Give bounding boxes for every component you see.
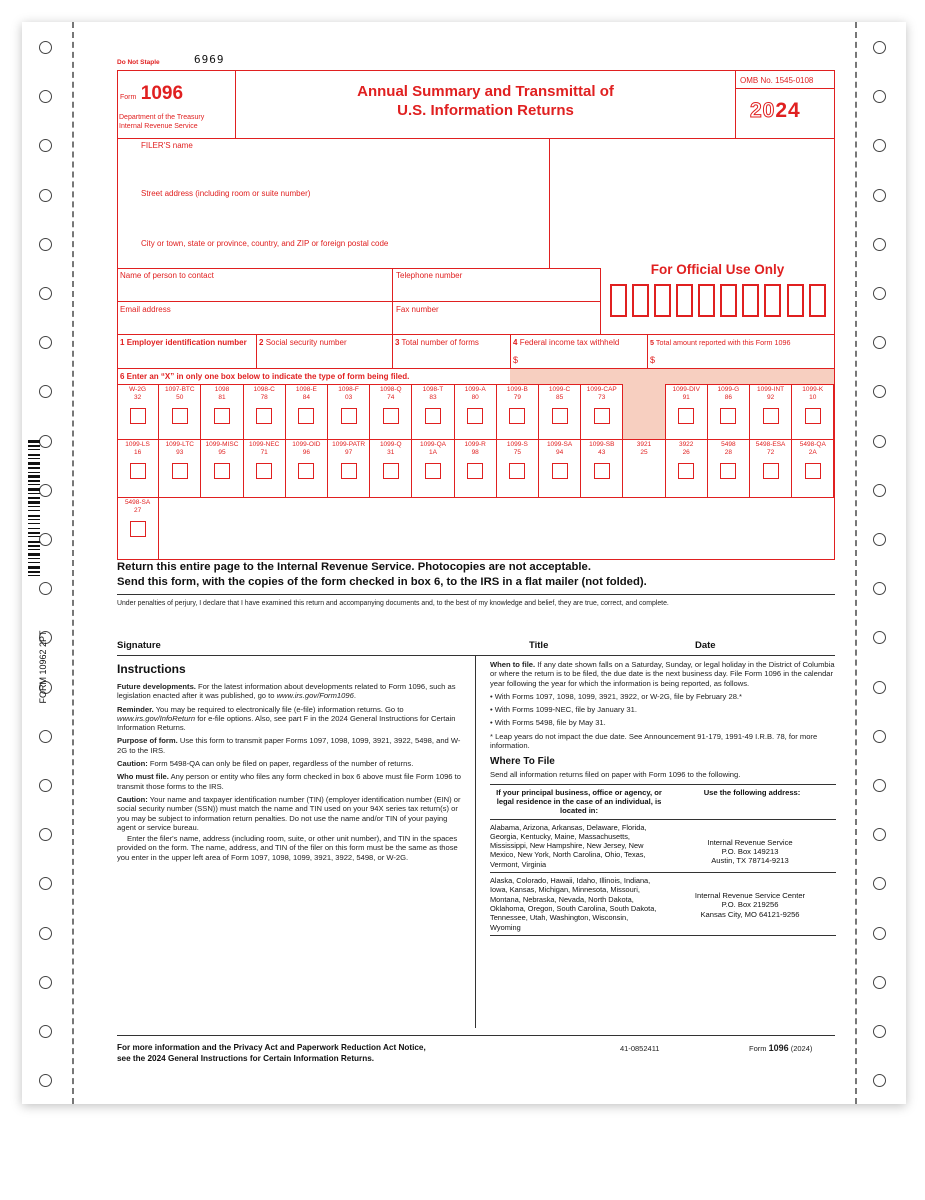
filer-name-input[interactable] — [118, 152, 548, 267]
form-type-name: 1099-LTC — [165, 441, 194, 448]
right-tractor-hole — [873, 41, 886, 54]
form-type-code: 26 — [682, 449, 690, 456]
form-type-name: 1098-C — [253, 386, 275, 393]
form-type-code: 03 — [344, 394, 353, 401]
form-type-cell — [328, 384, 370, 439]
states-group-1: Alabama, Arizona, Arkansas, Delaware, Florida, Georgia, Kentucky, Maine, Massachusetts, Mississippi, New Hampshire, New Jersey, New Mexico, New York, North Carolina, Ohio, Texas, Vermont, Virginia — [490, 822, 647, 869]
form-type-code: 81 — [218, 394, 226, 401]
form-type-name: 1099-DIV — [672, 386, 700, 393]
right-tractor-hole — [873, 1025, 886, 1038]
form-type-checkbox[interactable] — [552, 463, 568, 479]
form-type-code: 1A — [429, 449, 437, 456]
form-type-checkbox[interactable] — [383, 463, 399, 479]
right-tractor-hole — [873, 730, 886, 743]
form-type-name: 1099-PATR — [332, 441, 366, 448]
form-type-name: 1099-LS — [125, 441, 150, 448]
form-type-cell — [286, 384, 328, 439]
form-type-checkbox[interactable] — [678, 408, 694, 424]
official-use-box — [698, 284, 715, 317]
left-tractor-hole — [39, 976, 52, 989]
right-tractor-hole — [873, 828, 886, 841]
form-type-cell — [497, 384, 539, 439]
city-label: City or town, state or province, country, and ZIP or foreign postal code — [141, 239, 389, 248]
form-type-checkbox[interactable] — [256, 408, 272, 424]
form-type-name: 5498-QA — [799, 441, 826, 448]
barcode-bar — [28, 541, 40, 543]
form-type-cell — [370, 439, 412, 497]
form-type-cell — [792, 384, 834, 439]
return-notice: Return this entire page to the Internal Revenue Service. Photocopies are not acceptable. Send this form, with the copies of the form checked in box 6, to the IRS in a flat mailer (not folded). — [117, 561, 647, 588]
where-col1-head: If your principal business, office or agency, or legal residence in the case of an individual, is located in: — [496, 787, 662, 816]
form-type-checkbox[interactable] — [509, 463, 525, 479]
barcode-bar — [28, 501, 40, 504]
form-type-code: 43 — [598, 449, 606, 456]
box6-shade-header — [510, 369, 834, 384]
box5-label: 5 Total amount reported with this Form 1096 — [650, 338, 791, 347]
form-type-cell — [750, 384, 792, 439]
box3-input[interactable] — [393, 348, 509, 367]
form-type-checkbox[interactable] — [720, 408, 736, 424]
form-type-cell — [666, 439, 708, 497]
official-use-box — [654, 284, 671, 317]
form-type-checkbox[interactable] — [130, 408, 146, 424]
form-type-cell — [201, 439, 243, 497]
form-type-checkbox[interactable] — [425, 463, 441, 479]
form-type-checkbox[interactable] — [678, 463, 694, 479]
barcode-bar — [28, 472, 40, 473]
left-tractor-hole — [39, 1025, 52, 1038]
form-type-code: 73 — [598, 394, 606, 401]
states-group-2: Alaska, Colorado, Hawaii, Idaho, Illinois, Indiana, Iowa, Kansas, Michigan, Minnesota, Missouri, Montana, Nebraska, Nevada, North Dakota, Oklahoma, Oregon, South Carolina, South Dakota, Tennessee, Utah, Washington, Wisconsin, Wyoming — [490, 876, 657, 932]
barcode-bar — [28, 519, 40, 520]
form-type-cell — [286, 439, 328, 497]
instructions-right: When to file. If any date shown falls on a Saturday, Sunday, or legal holiday in the District of Columbia or where the return is to be filed, the due date is the next business day. File Form 1096 in the calendar year following the year for which the information is being reported, as follows. • With Forms 1097, 1098, 1099, 3921, 3922, or W-2G, file by February 28.* • With Forms 1099-NEC, file by January 31. • With Forms 5498, file by May 31. * Leap years do not impact the due date. See Announcement 91-179, 1991-49 I.R.B. 78, for more information. Where To File Send all information returns filed on paper with Form 1096 to the following. If your principal business, office or agency, or legal residence in the case of an individual, is located in: Use the following address: Alabama, Arizona, Arkansas, Delaware, Florida, Georgia, Kentucky, Maine, Massachusetts, Mississippi, New Hampshire, New Jersey, New Mexico, New York, North Carolina, Ohio, Texas, Vermont, Virginia Internal Revenue Service P.O. Box 149213 Austin, TX 78714-9213 Alaska, Colorado, Hawaii, Idaho, Illinois, Indiana, Iowa, Kansas, Michigan, Minnesota, Missouri, Montana, Nebraska, Nevada, North Dakota, Oklahoma, Oregon, South Carolina, South Dakota, Tennessee, Utah, Washington, Wisconsin, Wyoming Internal Revenue Service Center P.O. Box 219256 Kansas City, MO 64121-9256 — [490, 660, 836, 936]
form-type-cell — [455, 384, 497, 439]
form-type-checkbox[interactable] — [763, 463, 779, 479]
form-type-cell — [539, 384, 581, 439]
form-type-name: 1099-INT — [757, 386, 785, 393]
form-type-code: 83 — [429, 394, 437, 401]
barcode-bar — [28, 480, 40, 482]
form-type-checkbox[interactable] — [720, 463, 736, 479]
right-tractor-hole — [873, 287, 886, 300]
form-type-cell — [244, 439, 286, 497]
form-type-cell — [750, 439, 792, 497]
box4-input[interactable] — [520, 348, 646, 367]
form-type-code: 79 — [513, 394, 521, 401]
footer-form: Form 1096 (2024) — [749, 1043, 813, 1053]
left-tractor-hole — [39, 90, 52, 103]
telephone-label: Telephone number — [396, 271, 463, 280]
barcode-bar — [28, 449, 40, 450]
barcode-bar — [28, 528, 40, 529]
tax-year: 2024 — [750, 99, 801, 122]
official-use-box — [632, 284, 649, 317]
barcode-bar — [28, 462, 40, 465]
form-type-code: 28 — [724, 449, 732, 456]
barcode-bar — [28, 558, 40, 559]
box1-input[interactable] — [118, 348, 255, 367]
form-type-checkbox[interactable] — [467, 463, 483, 479]
left-tractor-hole — [39, 385, 52, 398]
form-type-name: 5498-ESA — [755, 441, 786, 448]
form-type-cell — [117, 497, 159, 559]
form-type-cell — [623, 439, 665, 497]
form-type-checkbox[interactable] — [341, 408, 357, 424]
right-tractor-hole — [873, 238, 886, 251]
right-tractor-hole — [873, 1074, 886, 1087]
form-type-checkbox[interactable] — [298, 408, 314, 424]
barcode-bar — [28, 493, 40, 494]
form-type-name: 1099-QA — [419, 441, 446, 448]
form-type-code: 80 — [471, 394, 479, 401]
form-type-name: 1099-K — [802, 386, 824, 393]
department: Department of the Treasury — [119, 114, 205, 121]
perjury-statement: Under penalties of perjury, I declare that I have examined this return and accompanying documents and, to the best of my knowledge and belief, they are true, correct, and complete. — [117, 600, 669, 607]
right-tractor-hole — [873, 484, 886, 497]
form-type-cell — [159, 439, 201, 497]
form-type-code: 2A — [808, 449, 817, 456]
box5-dollar: $ — [650, 355, 656, 365]
signature-label: Signature — [117, 640, 161, 651]
form-type-checkbox[interactable] — [172, 408, 188, 424]
form-type-cell — [666, 384, 708, 439]
left-tractor-hole — [39, 927, 52, 940]
box3-label: 3 Total number of forms — [395, 338, 479, 347]
form-type-checkbox[interactable] — [594, 463, 610, 479]
form-type-checkbox[interactable] — [130, 521, 146, 537]
form-type-name: 1097-BTC — [164, 386, 195, 393]
irs-label: Internal Revenue Service — [119, 123, 198, 130]
form-type-name: 1099-S — [506, 441, 528, 448]
barcode-bar — [28, 515, 40, 517]
box4-dollar: $ — [513, 355, 519, 365]
form-type-code: 71 — [260, 449, 268, 456]
where-to-file-heading: Where To File — [490, 756, 555, 768]
form-type-cell — [159, 384, 201, 439]
form-type-code: 32 — [133, 394, 142, 401]
footer-notice: For more information and the Privacy Act and Paperwork Reduction Act Notice, see the 2024 General Instructions for Certain Information Returns. — [117, 1043, 426, 1063]
form-type-name: 1099-B — [506, 386, 528, 393]
form-type-name: 1099-MISC — [205, 441, 239, 448]
form-type-name: 1099-NEC — [249, 441, 280, 448]
form-type-name: 1099-C — [548, 386, 571, 393]
box2-input[interactable] — [257, 348, 391, 367]
form-type-cell — [708, 439, 750, 497]
title-label: Title — [529, 640, 549, 651]
left-tractor-hole — [39, 828, 52, 841]
official-use-box — [610, 284, 627, 317]
form-type-code: 98 — [471, 449, 479, 456]
form-type-code: 50 — [176, 394, 184, 401]
form-type-checkbox[interactable] — [214, 408, 230, 424]
fax-label: Fax number — [396, 305, 439, 314]
column-divider — [475, 656, 476, 1028]
street-label: Street address (including room or suite number) — [141, 189, 311, 198]
left-tractor-hole — [39, 484, 52, 497]
form-type-code: 97 — [344, 449, 353, 456]
barcode-bar — [28, 523, 40, 524]
form-type-code: 91 — [682, 394, 690, 401]
footer-divider — [117, 1035, 835, 1036]
right-tractor-hole — [873, 385, 886, 398]
right-tractor-hole — [873, 976, 886, 989]
official-use-box — [764, 284, 781, 317]
form-type-checkbox[interactable] — [594, 408, 610, 424]
left-tractor-hole — [39, 189, 52, 202]
right-tractor-hole — [873, 435, 886, 448]
barcode-bar — [28, 454, 40, 456]
form-type-name: 1099-Q — [379, 441, 402, 448]
form-type-code: 74 — [387, 394, 395, 401]
form-type-code: 72 — [766, 449, 775, 456]
form-type-code: 93 — [176, 449, 184, 456]
form-type-code: 84 — [302, 394, 310, 401]
official-use-box — [787, 284, 804, 317]
form-type-name: 1098-F — [338, 386, 359, 393]
right-tractor-hole — [873, 189, 886, 202]
form-type-checkbox[interactable] — [467, 408, 483, 424]
form-type-code: 95 — [218, 449, 226, 456]
form-type-cell — [412, 384, 454, 439]
barcode-bar — [28, 445, 40, 447]
divider-2 — [117, 655, 835, 656]
form-type-code: 16 — [133, 449, 142, 456]
form-type-cell — [497, 439, 539, 497]
do-not-staple: Do Not Staple — [117, 59, 160, 66]
form-type-name: W-2G — [129, 386, 147, 393]
barcode-bar — [28, 458, 40, 459]
barcode-bar — [28, 536, 40, 537]
form-type-name: 1099-OID — [292, 441, 321, 448]
right-tractor-hole — [873, 779, 886, 792]
form-type-code: 92 — [766, 394, 775, 401]
left-perforation — [72, 22, 74, 1104]
form-type-code: 10 — [809, 394, 817, 401]
where-col2-head: Use the following address: — [703, 787, 801, 797]
form-type-checkbox[interactable] — [341, 463, 357, 479]
form-type-name: 1098-E — [295, 386, 317, 393]
left-tractor-hole — [39, 435, 52, 448]
form-type-code: 94 — [555, 449, 564, 456]
form-type-code: 96 — [302, 449, 310, 456]
serial-number: 6969 — [194, 53, 225, 66]
official-use-box — [720, 284, 737, 317]
left-tractor-hole — [39, 41, 52, 54]
left-tractor-hole — [39, 582, 52, 595]
barcode-bar — [28, 571, 40, 573]
form-type-code: 27 — [133, 507, 142, 514]
left-tractor-hole — [39, 238, 52, 251]
right-tractor-hole — [873, 90, 886, 103]
right-tractor-hole — [873, 336, 886, 349]
left-tractor-hole — [39, 877, 52, 890]
barcode-bar — [28, 510, 40, 511]
box4-label: 4 Federal income tax withheld — [513, 338, 620, 347]
form-type-cell — [328, 439, 370, 497]
right-perforation — [855, 22, 857, 1104]
barcode-bar — [28, 553, 40, 556]
instructions-left: Instructions Future developments. For the latest information about developments related to Form 1096, such as legislation enacted after it was published, go to www.irs.gov/Form1096. Reminder. You may be required to electronically file (e-file) information returns. Go to www.irs.gov/InfoReturn for e-file options. Also, see part F in the 2024 General Instructions for Certain Information Returns. Purpose of form. Use this form to transmit paper Forms 1097, 1098, 1099, 3921, 3922, 5498, and W-2G to the IRS. Caution: Form 5498-QA can only be filed on paper, regardless of the number of returns. Who must file. Any person or entity who files any form checked in box 6 above must file Form 1096 to transmit those forms to the IRS. Caution: Your name and taxpayer identification number (TIN) (employer identification number (EIN) or social security number (SSN)) must match the name and TIN used on your 94X series tax return(s) or you may be subject to information return penalties. Do not use the name and/or TIN of your paying agent or service bureau. Enter the filer's name, address (including room, suite, or other unit number), and TIN in the spaces provided on the form. The name, address, and TIN of the filer on this form must be the same as those you enter in the upper left area of Form 1097, 1098, 1099, 3921, 3922, 5498, or W-2G. — [117, 662, 465, 866]
right-tractor-hole — [873, 681, 886, 694]
instructions-heading: Instructions — [117, 662, 186, 676]
form-type-cell — [792, 439, 834, 497]
form-type-checkbox[interactable] — [552, 408, 568, 424]
left-tractor-hole — [39, 287, 52, 300]
form-type-name: 1099-G — [717, 386, 740, 393]
left-tractor-hole — [39, 779, 52, 792]
form-type-code: 31 — [387, 449, 395, 456]
form-number: 1096 — [140, 83, 184, 104]
left-tractor-hole — [39, 1074, 52, 1087]
form-type-cell — [539, 439, 581, 497]
form-type-cell — [623, 384, 665, 439]
box2-label: 2 Social security number — [259, 338, 347, 347]
form-type-cell — [455, 439, 497, 497]
left-tractor-hole — [39, 139, 52, 152]
official-use-title: For Official Use Only — [650, 262, 785, 277]
form-type-name: 1099-CAP — [586, 386, 617, 393]
barcode-bar — [28, 562, 40, 563]
form-sheet — [22, 22, 906, 1104]
barcode-bar — [28, 549, 40, 550]
barcode-bar — [28, 545, 40, 547]
barcode-bar — [28, 566, 40, 569]
left-tractor-hole — [39, 730, 52, 743]
right-tractor-hole — [873, 631, 886, 644]
form-type-name: 1098 — [214, 386, 230, 393]
right-tractor-hole — [873, 927, 886, 940]
address-1: Internal Revenue Service P.O. Box 149213 Austin, TX 78714-9213 — [707, 837, 793, 866]
barcode-bar — [28, 575, 40, 576]
catalog-number: 41-0852411 — [620, 1044, 660, 1053]
side-form-label: FORM 10962 2PT — [38, 630, 48, 704]
barcode — [28, 440, 40, 626]
form-type-name: 1099-A — [464, 386, 486, 393]
barcode-bar — [28, 488, 40, 491]
form-type-checkbox[interactable] — [383, 408, 399, 424]
form-type-cell — [581, 384, 623, 439]
barcode-bar — [28, 484, 40, 485]
divider-1 — [117, 594, 835, 595]
form-type-cell — [117, 439, 159, 497]
right-tractor-hole — [873, 582, 886, 595]
form-type-name: 1098-T — [422, 386, 444, 393]
form-type-cell — [370, 384, 412, 439]
barcode-bar — [28, 475, 40, 478]
signature-input[interactable] — [117, 620, 835, 644]
right-tractor-hole — [873, 139, 886, 152]
official-use-box — [809, 284, 826, 317]
form-type-cell — [412, 439, 454, 497]
official-use-box — [676, 284, 693, 317]
form-type-cell — [708, 384, 750, 439]
form-type-name: 3922 — [678, 441, 694, 448]
form-type-code: 85 — [555, 394, 564, 401]
form-type-checkbox[interactable] — [214, 463, 230, 479]
form-type-checkbox[interactable] — [298, 463, 314, 479]
form-type-code: 25 — [640, 449, 648, 456]
form-type-checkbox[interactable] — [805, 408, 821, 424]
form-type-cell — [244, 384, 286, 439]
form-type-cell — [581, 439, 623, 497]
form-type-name: 3921 — [636, 441, 652, 448]
barcode-bar — [28, 440, 40, 443]
right-tractor-hole — [873, 877, 886, 890]
date-label: Date — [695, 640, 716, 651]
barcode-bar — [28, 506, 40, 507]
form-title: Annual Summary and Transmittal of U.S. Information Returns — [357, 83, 614, 119]
form-type-checkbox[interactable] — [256, 463, 272, 479]
left-tractor-hole — [39, 533, 52, 546]
omb-number: OMB No. 1545-0108 — [740, 76, 814, 85]
form-type-checkbox[interactable] — [509, 408, 525, 424]
email-label: Email address — [120, 305, 171, 314]
form-type-name: 1099-SA — [546, 441, 573, 448]
form-type-checkbox[interactable] — [130, 463, 146, 479]
left-tractor-hole — [39, 336, 52, 349]
barcode-bar — [28, 532, 40, 534]
barcode-bar — [28, 497, 40, 499]
filer-name-label: FILER'S name — [141, 141, 193, 150]
form-type-checkbox[interactable] — [763, 408, 779, 424]
box6-label: 6 Enter an “X” in only one box below to indicate the type of form being filed. — [120, 372, 410, 381]
barcode-bar — [28, 467, 40, 469]
form-type-name: 1099-R — [464, 441, 486, 448]
form-type-cell — [117, 384, 159, 439]
form-type-code: 75 — [513, 449, 521, 456]
form-type-checkbox[interactable] — [172, 463, 188, 479]
form-type-name: 5498 — [721, 441, 736, 448]
form-type-checkbox[interactable] — [425, 408, 441, 424]
official-use-box — [742, 284, 759, 317]
where-table — [490, 784, 836, 819]
form-type-code: 86 — [724, 394, 732, 401]
form-type-checkbox[interactable] — [805, 463, 821, 479]
right-tractor-hole — [873, 533, 886, 546]
contact-label: Name of person to contact — [120, 271, 214, 280]
form-type-cell — [201, 384, 243, 439]
address-2: Internal Revenue Service Center P.O. Box 219256 Kansas City, MO 64121-9256 — [694, 891, 806, 919]
form-type-name: 5498-SA — [124, 499, 151, 506]
form-type-code: 78 — [260, 394, 268, 401]
box1-label: 1 Employer identification number — [120, 338, 247, 347]
form-type-name: 1099-SB — [589, 441, 615, 448]
form-type-name: 1098-Q — [379, 386, 402, 393]
form-label: Form 1096 — [120, 83, 184, 104]
box5-input[interactable] — [658, 348, 834, 367]
